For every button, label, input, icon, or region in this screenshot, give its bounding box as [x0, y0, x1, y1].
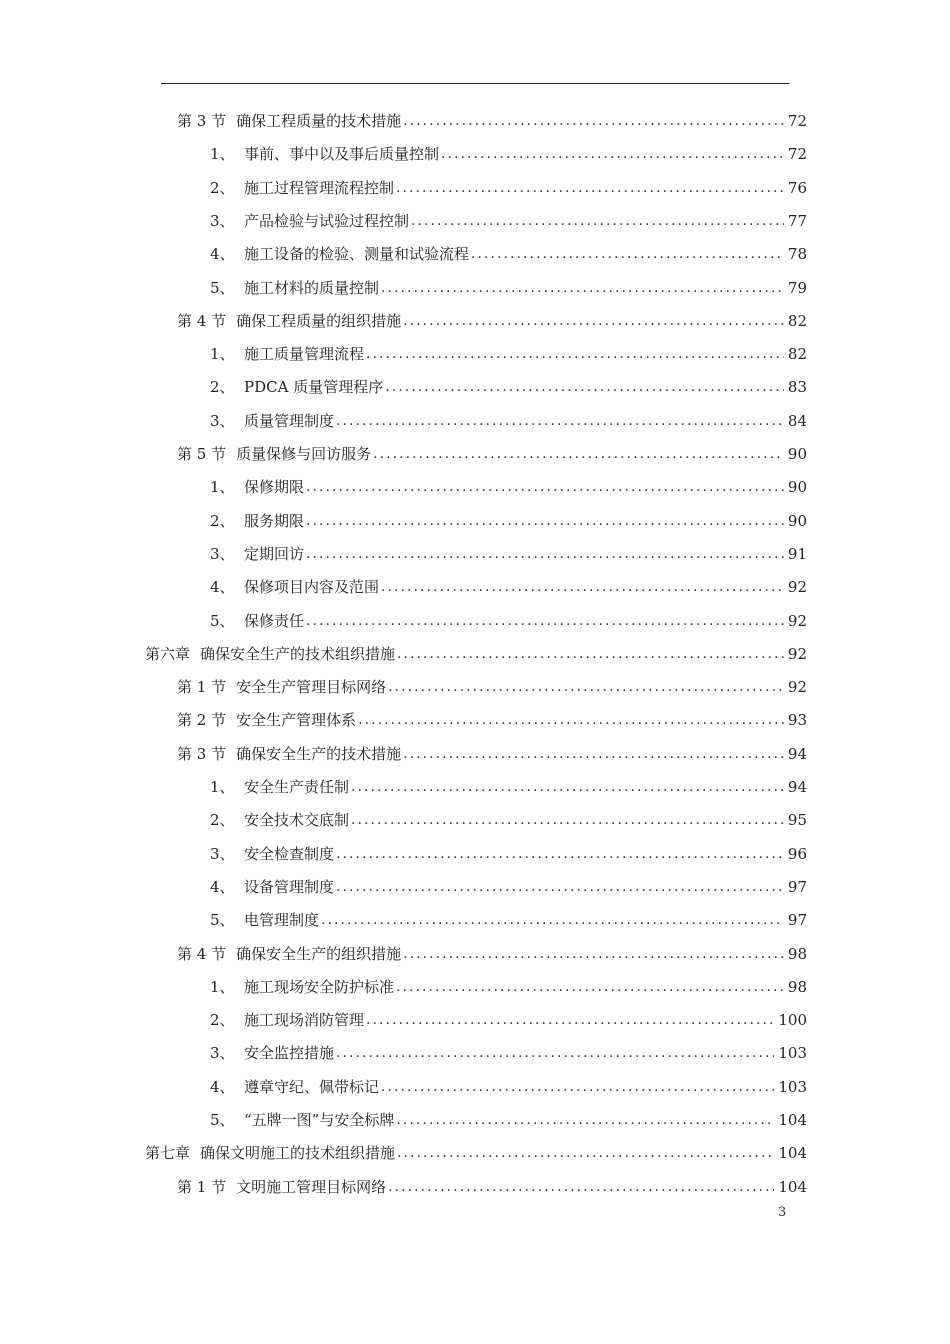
toc-entry-title: 确保工程质量的技术措施: [236, 112, 402, 130]
toc-entry-number: 第 4 节: [177, 311, 227, 330]
toc-entry[interactable]: [177, 105, 807, 138]
toc-entry-page: 82: [787, 345, 807, 364]
toc-dot-leader: [471, 238, 784, 271]
toc-entry[interactable]: [210, 1071, 807, 1104]
toc-dot-leader: [306, 471, 784, 504]
toc-entry-title: 保修项目内容及范围: [244, 578, 380, 597]
toc-entry-number: 4、: [210, 1077, 235, 1096]
toc-entry-title: 施工现场消防管理: [244, 1011, 365, 1030]
toc-dot-leader: [321, 904, 784, 937]
toc-dot-leader: [366, 1004, 774, 1037]
toc-dot-leader: [336, 405, 784, 438]
toc-entry[interactable]: [210, 371, 807, 404]
toc-entry-title: “五牌一图”与安全标牌: [244, 1111, 395, 1129]
toc-entry[interactable]: [210, 571, 807, 604]
toc-entry-title: 服务期限: [244, 511, 305, 530]
toc-entry-page: 104: [778, 1177, 807, 1196]
toc-entry[interactable]: [210, 172, 807, 205]
toc-dot-leader: [403, 105, 784, 138]
toc-entry-number: 2、: [210, 378, 235, 397]
toc-entry-page: 76: [787, 178, 807, 197]
toc-entry-title: 质量管理制度: [244, 411, 335, 430]
toc-entry-title: 确保安全生产的技术措施: [236, 744, 402, 763]
toc-dot-leader: [441, 138, 784, 171]
toc-entry-page: 98: [787, 944, 807, 963]
toc-entry-page: 103: [778, 1044, 807, 1063]
toc-entry[interactable]: [210, 871, 807, 904]
toc-entry-number: 3、: [210, 211, 235, 230]
toc-dot-leader: [385, 371, 784, 404]
toc-entry-number: 5、: [210, 911, 235, 930]
toc-entry-number: 3、: [210, 411, 235, 430]
toc-entry[interactable]: [210, 1004, 807, 1037]
toc-dot-leader: [388, 1171, 774, 1204]
toc-entry-title: 施工现场安全防护标准: [244, 977, 395, 996]
toc-entry[interactable]: [210, 804, 807, 837]
toc-entry-number: 第 1 节: [177, 678, 227, 697]
toc-entry-title: 文明施工管理目标网络: [236, 1177, 387, 1196]
toc-entry-title: 保修期限: [244, 478, 305, 497]
toc-dot-leader: [403, 938, 784, 971]
toc-entry-page: 98: [787, 977, 807, 996]
toc-entry[interactable]: [210, 838, 807, 871]
toc-dot-leader: [411, 205, 784, 238]
toc-entry-page: 90: [787, 478, 807, 497]
toc-dot-leader: [403, 738, 784, 771]
toc-entry-title: 定期回访: [244, 544, 305, 563]
toc-entry-title: 安全生产责任制: [244, 778, 350, 796]
toc-entry[interactable]: [210, 138, 807, 171]
toc-entry-number: 4、: [210, 578, 235, 597]
toc-entry-number: 1、: [210, 478, 235, 497]
toc-dot-leader: [388, 671, 784, 704]
toc-dot-leader: [336, 838, 784, 871]
toc-entry-title: 施工过程管理流程控制: [244, 178, 395, 197]
toc-entry[interactable]: [210, 771, 807, 804]
toc-entry-title: 质量保修与回访服务: [236, 445, 372, 463]
toc-entry-number: 1、: [210, 145, 235, 164]
toc-entry-page: 79: [787, 278, 807, 297]
toc-entry-number: 4、: [210, 245, 235, 264]
toc-dot-leader: [381, 1071, 774, 1104]
toc-entry-page: 84: [787, 411, 807, 430]
toc-entry-title: 安全检查制度: [244, 844, 335, 863]
toc-dot-leader: [351, 771, 784, 804]
toc-entry-page: 72: [787, 112, 807, 130]
toc-entry-number: 5、: [210, 1111, 235, 1129]
toc-dot-leader: [381, 272, 784, 305]
toc-entry-title: 安全生产管理体系: [236, 711, 357, 730]
toc-entry[interactable]: [210, 538, 807, 571]
toc-entry-number: 第 5 节: [177, 445, 227, 463]
toc-entry-title: 产品检验与试验过程控制: [244, 211, 410, 230]
toc-entry[interactable]: [177, 938, 807, 971]
toc-dot-leader: [403, 305, 784, 338]
toc-entry-number: 第 1 节: [177, 1177, 227, 1196]
toc-entry-page: 100: [778, 1011, 807, 1030]
toc-entry-number: 1、: [210, 778, 235, 796]
toc-entry-title: 事前、事中以及事后质量控制: [244, 145, 440, 164]
toc-entry[interactable]: [177, 1171, 807, 1204]
toc-entry-title: 确保安全生产的技术组织措施: [200, 644, 396, 663]
toc-entry[interactable]: [177, 671, 807, 704]
page-number: 3: [778, 1205, 787, 1220]
toc-dot-leader: [396, 172, 784, 205]
toc-entry-title: 安全技术交底制: [244, 811, 350, 830]
toc-entry-page: 103: [778, 1077, 807, 1096]
toc-entry-number: 5、: [210, 278, 235, 297]
toc-entry-page: 78: [787, 245, 807, 264]
toc-entry-page: 97: [787, 877, 807, 896]
toc-entry[interactable]: [210, 971, 807, 1004]
toc-entry-number: 4、: [210, 877, 235, 896]
toc-dot-leader: [336, 1037, 774, 1070]
toc-entry-title: 施工质量管理流程: [244, 345, 365, 364]
toc-entry[interactable]: [177, 438, 807, 471]
toc-entry-page: 90: [787, 445, 807, 463]
toc-entry-page: 92: [787, 644, 807, 663]
toc-dot-leader: [381, 571, 784, 604]
toc-entry-title: 保修责任: [244, 611, 305, 630]
toc-entry-page: 95: [787, 811, 807, 830]
toc-entry-title: 安全生产管理目标网络: [236, 678, 387, 697]
toc-entry[interactable]: [210, 405, 807, 438]
toc-entry-title: 电管理制度: [244, 911, 320, 930]
toc-entry-page: 93: [787, 711, 807, 730]
toc-entry-number: 1、: [210, 345, 235, 364]
toc-entry[interactable]: [210, 272, 807, 305]
toc-entry[interactable]: [145, 638, 807, 671]
toc-dot-leader: [373, 438, 784, 471]
toc-entry-number: 第七章: [145, 1144, 191, 1163]
toc-entry-page: 91: [787, 544, 807, 563]
toc-entry-number: 2、: [210, 811, 235, 830]
toc-dot-leader: [336, 871, 784, 904]
toc-entry-title: 安全监控措施: [244, 1044, 335, 1063]
toc-entry-title: 设备管理制度: [244, 877, 335, 896]
toc-entry-page: 104: [778, 1144, 807, 1163]
toc-entry-page: 92: [787, 611, 807, 630]
toc-entry[interactable]: [210, 1104, 807, 1137]
toc-dot-leader: [397, 1137, 774, 1170]
toc-entry-page: 72: [787, 145, 807, 164]
toc-entry-title: 施工材料的质量控制: [244, 278, 380, 297]
toc-entry-title: PDCA 质量管理程序: [244, 378, 384, 397]
toc-entry-title: 确保工程质量的组织措施: [236, 311, 402, 330]
toc-entry-number: 第六章: [145, 644, 191, 663]
toc-entry-page: 82: [787, 311, 807, 330]
toc-entry-number: 第 3 节: [177, 112, 227, 130]
toc-entry-page: 96: [787, 844, 807, 863]
toc-dot-leader: [351, 804, 784, 837]
toc-entry[interactable]: [210, 338, 807, 371]
toc-dot-leader: [306, 605, 784, 638]
header-rule: [161, 83, 789, 84]
toc-entry-page: 92: [787, 678, 807, 697]
toc-entry-page: 97: [787, 911, 807, 930]
toc-entry-page: 90: [787, 511, 807, 530]
toc-entry-title: 确保文明施工的技术组织措施: [200, 1144, 396, 1163]
toc-dot-leader: [366, 338, 784, 371]
toc-entry[interactable]: [145, 1137, 807, 1170]
toc-entry-title: 确保安全生产的组织措施: [236, 944, 402, 963]
toc-entry[interactable]: [177, 738, 807, 771]
toc-entry[interactable]: [210, 505, 807, 538]
toc-entry-number: 3、: [210, 544, 235, 563]
toc-entry[interactable]: [177, 305, 807, 338]
toc-entry-number: 2、: [210, 178, 235, 197]
toc-dot-leader: [306, 538, 784, 571]
toc-entry[interactable]: [210, 471, 807, 504]
toc-entry[interactable]: [210, 205, 807, 238]
toc-entry-number: 5、: [210, 611, 235, 630]
toc-entry-page: 94: [787, 744, 807, 763]
toc-entry-number: 2、: [210, 1011, 235, 1030]
toc-dot-leader: [306, 505, 784, 538]
toc-entry[interactable]: [210, 1037, 807, 1070]
toc-dot-leader: [396, 1104, 774, 1137]
toc-entry-page: 92: [787, 578, 807, 597]
toc-entry-number: 第 4 节: [177, 944, 227, 963]
toc-entry-number: 第 2 节: [177, 711, 227, 730]
toc-entry-number: 3、: [210, 844, 235, 863]
toc-entry-page: 104: [778, 1111, 807, 1129]
toc-entry-number: 第 3 节: [177, 744, 227, 763]
toc-entry[interactable]: [177, 704, 807, 737]
toc-entry-page: 94: [787, 778, 807, 796]
toc-entry-title: 施工设备的检验、测量和试验流程: [244, 245, 470, 264]
toc-entry-page: 83: [787, 378, 807, 397]
toc-dot-leader: [396, 971, 784, 1004]
toc-entry[interactable]: [210, 238, 807, 271]
toc-entry-title: 遵章守纪、佩带标记: [244, 1077, 380, 1096]
toc-dot-leader: [358, 704, 784, 737]
toc-entry[interactable]: [210, 605, 807, 638]
toc-entry-number: 1、: [210, 977, 235, 996]
toc-entry-number: 3、: [210, 1044, 235, 1063]
toc-entry-page: 77: [787, 211, 807, 230]
toc-dot-leader: [397, 638, 784, 671]
toc-entry[interactable]: [210, 904, 807, 937]
toc-entry-number: 2、: [210, 511, 235, 530]
